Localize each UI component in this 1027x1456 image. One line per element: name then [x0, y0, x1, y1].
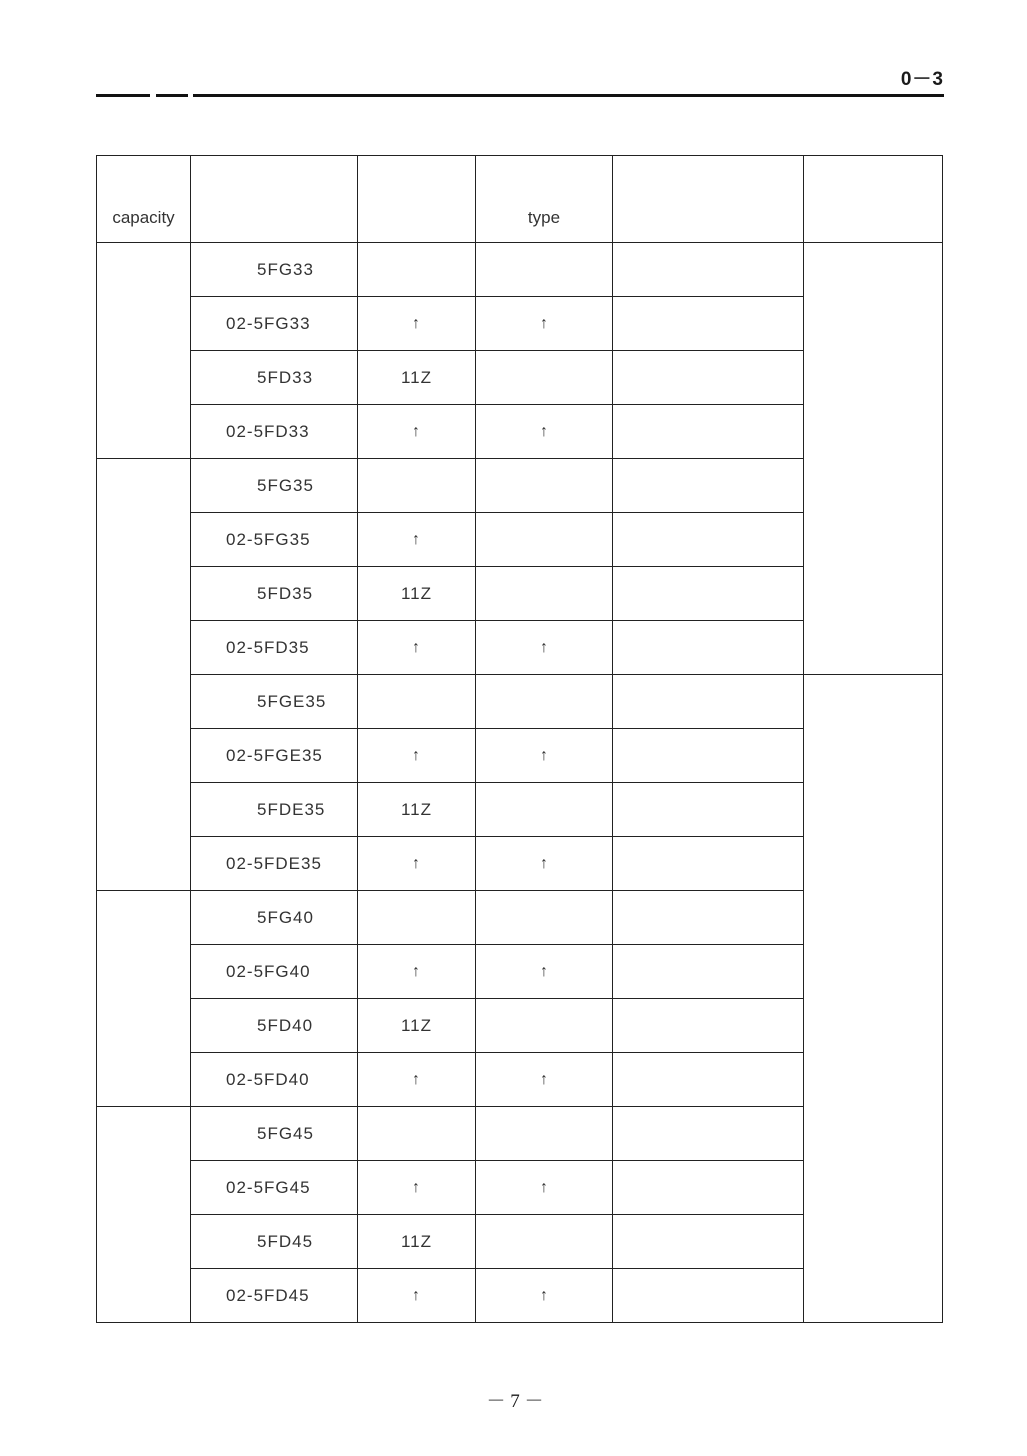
remarks-cell [804, 243, 943, 675]
model-cell: 02-5FD33 [191, 405, 358, 459]
model-cell: 02-5FD40 [191, 1053, 358, 1107]
header-type: type [476, 156, 613, 243]
type-cell [476, 243, 613, 297]
spec-cell [613, 621, 804, 675]
model-cell: 5FG45 [191, 1107, 358, 1161]
engine-cell: ↑ [358, 1269, 476, 1323]
model-cell: 02-5FG33 [191, 297, 358, 351]
type-cell: ↑ [476, 1269, 613, 1323]
engine-cell: 11Z [358, 999, 476, 1053]
header-capacity: capacity [97, 156, 191, 243]
capacity-cell [97, 1107, 191, 1323]
model-cell: 5FG35 [191, 459, 358, 513]
page-number: － 7 － [486, 1391, 544, 1412]
engine-cell: ↑ [358, 1161, 476, 1215]
type-cell [476, 675, 613, 729]
spec-cell [613, 405, 804, 459]
spec-cell [613, 1053, 804, 1107]
spec-cell [613, 1161, 804, 1215]
capacity-cell [97, 459, 191, 891]
table-row [97, 243, 943, 297]
engine-cell: ↑ [358, 405, 476, 459]
engine-cell: ↑ [358, 297, 476, 351]
spec-cell [613, 999, 804, 1053]
type-cell [476, 513, 613, 567]
header-engine [358, 156, 476, 243]
model-cell: 02-5FGE35 [191, 729, 358, 783]
spec-cell [613, 1107, 804, 1161]
type-cell [476, 891, 613, 945]
page-code: 0－3 [900, 69, 944, 90]
engine-cell: 11Z [358, 783, 476, 837]
spec-cell [613, 945, 804, 999]
engine-cell [358, 243, 476, 297]
type-cell: ↑ [476, 405, 613, 459]
type-cell: ↑ [476, 621, 613, 675]
header-col6 [804, 156, 943, 243]
spec-cell [613, 675, 804, 729]
capacity-cell [97, 243, 191, 459]
type-cell: ↑ [476, 729, 613, 783]
spec-cell [613, 513, 804, 567]
header-rule [96, 94, 944, 97]
model-cell: 02-5FDE35 [191, 837, 358, 891]
header-col5 [613, 156, 804, 243]
spec-cell [613, 837, 804, 891]
spec-cell [613, 243, 804, 297]
engine-cell: ↑ [358, 729, 476, 783]
type-cell [476, 351, 613, 405]
type-cell: ↑ [476, 837, 613, 891]
remarks-cell [804, 675, 943, 1323]
type-cell [476, 1107, 613, 1161]
model-cell: 02-5FG45 [191, 1161, 358, 1215]
engine-cell: ↑ [358, 945, 476, 999]
model-cell: 02-5FG40 [191, 945, 358, 999]
table-row [97, 675, 943, 729]
header-rule-gap [150, 94, 156, 97]
type-cell [476, 1215, 613, 1269]
type-cell [476, 459, 613, 513]
spec-cell [613, 1269, 804, 1323]
capacity-cell [97, 891, 191, 1107]
engine-cell: 11Z [358, 1215, 476, 1269]
model-cell: 02-5FD45 [191, 1269, 358, 1323]
engine-cell: ↑ [358, 1053, 476, 1107]
engine-cell [358, 1107, 476, 1161]
engine-cell: ↑ [358, 513, 476, 567]
spec-cell [613, 351, 804, 405]
engine-cell: 11Z [358, 567, 476, 621]
model-cell: 5FG40 [191, 891, 358, 945]
model-cell: 5FGE35 [191, 675, 358, 729]
engine-cell: 11Z [358, 351, 476, 405]
spec-cell [613, 297, 804, 351]
spec-cell [613, 783, 804, 837]
model-cell: 5FG33 [191, 243, 358, 297]
type-cell: ↑ [476, 945, 613, 999]
engine-cell [358, 459, 476, 513]
type-cell: ↑ [476, 1161, 613, 1215]
engine-cell [358, 675, 476, 729]
engine-cell: ↑ [358, 621, 476, 675]
type-cell [476, 567, 613, 621]
spec-cell [613, 1215, 804, 1269]
engine-cell [358, 891, 476, 945]
table-header-row [97, 156, 943, 243]
model-cell: 5FD40 [191, 999, 358, 1053]
type-cell: ↑ [476, 1053, 613, 1107]
model-cell: 5FD33 [191, 351, 358, 405]
engine-cell: ↑ [358, 837, 476, 891]
model-spec-table [96, 155, 943, 1323]
table-body [97, 243, 943, 1323]
model-cell: 5FD35 [191, 567, 358, 621]
spec-cell [613, 729, 804, 783]
model-cell: 5FDE35 [191, 783, 358, 837]
spec-cell [613, 567, 804, 621]
model-cell: 5FD45 [191, 1215, 358, 1269]
header-model [191, 156, 358, 243]
type-cell [476, 999, 613, 1053]
model-cell: 02-5FD35 [191, 621, 358, 675]
type-cell: ↑ [476, 297, 613, 351]
header-rule-gap [188, 94, 193, 97]
type-cell [476, 783, 613, 837]
spec-cell [613, 459, 804, 513]
model-cell: 02-5FG35 [191, 513, 358, 567]
spec-cell [613, 891, 804, 945]
